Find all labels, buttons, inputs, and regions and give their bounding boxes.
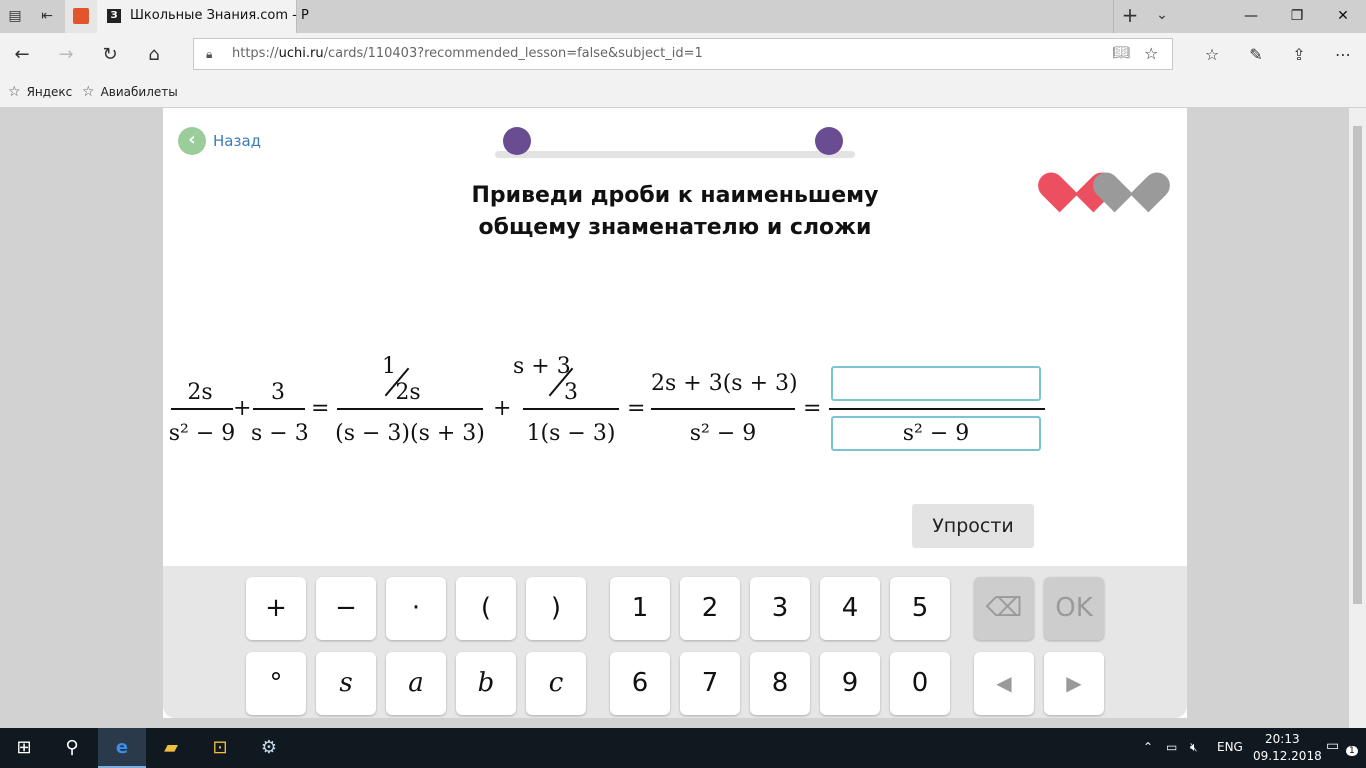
key-8[interactable]: 8	[750, 652, 810, 715]
favorites-bar	[0, 77, 1366, 108]
math-keyboard	[163, 566, 1187, 718]
clock-date[interactable]: 09.12.2018	[1253, 749, 1322, 763]
plus-sign: +	[233, 396, 252, 421]
answer-denominator-input[interactable]	[831, 416, 1041, 451]
steam-icon[interactable]: ⚙	[260, 737, 278, 758]
key-open-paren[interactable]: (	[456, 577, 516, 640]
more-menu-icon[interactable]: ⋯	[1335, 45, 1351, 64]
simplify-button[interactable]: Упрости	[912, 504, 1034, 548]
active-tab[interactable]	[97, 0, 309, 33]
minimize-icon[interactable]: —	[1244, 8, 1258, 24]
title-line-1: Приведи дроби к наименьшему	[471, 183, 879, 208]
progress-step-2	[815, 127, 843, 155]
favorites-hub-icon[interactable]: ☆	[1204, 45, 1220, 64]
fraction-1-numerator: 2s	[187, 380, 213, 405]
cursor-left-icon[interactable]: ◀	[974, 652, 1034, 715]
forward-arrow-icon[interactable]: →	[58, 44, 74, 65]
store-icon[interactable]: ⊡	[212, 737, 228, 758]
answer-numerator-input[interactable]	[831, 366, 1041, 401]
new-tab-icon[interactable]: +	[1121, 3, 1139, 27]
address-bar[interactable]	[193, 38, 1173, 70]
key-plus[interactable]: +	[246, 577, 306, 640]
windows-taskbar	[0, 728, 1366, 768]
key-degree[interactable]: °	[246, 652, 306, 715]
equals-sign: =	[627, 396, 646, 421]
reading-view-icon[interactable]: 📖︎	[1112, 45, 1130, 61]
fraction-bar	[337, 408, 483, 410]
plus-sign: +	[493, 396, 512, 421]
fraction-2-denominator: s − 3	[251, 421, 309, 446]
windows-start-icon[interactable]: ⊞	[16, 737, 32, 758]
scrollbar-thumb[interactable]	[1353, 126, 1362, 604]
key-close-paren[interactable]: )	[526, 577, 586, 640]
key-a[interactable]: a	[386, 652, 446, 715]
url-text: https://uchi.ru/cards/110403?recommended_lesson=false&subject_id=1	[232, 46, 703, 61]
close-icon[interactable]: ✕	[1337, 8, 1349, 24]
key-4[interactable]: 4	[820, 577, 880, 640]
equals-sign: =	[311, 396, 330, 421]
search-icon[interactable]: ⚲	[65, 737, 79, 758]
browser-tab-bar	[0, 0, 1366, 33]
favorite-star-icon[interactable]: ☆	[1144, 44, 1159, 63]
tab-title: Школьные Знания.com - Р	[130, 8, 309, 23]
task-title	[375, 180, 975, 244]
fraction-bar	[651, 408, 795, 410]
key-0[interactable]: 0	[890, 652, 950, 715]
file-explorer-icon[interactable]: ▰	[164, 737, 178, 758]
key-multiply[interactable]: ·	[386, 577, 446, 640]
fraction-3-factor: 1	[382, 354, 396, 379]
life-heart-lost-icon	[1110, 168, 1156, 210]
fraction-bar	[253, 408, 305, 410]
key-minus[interactable]: −	[316, 577, 376, 640]
key-9[interactable]: 9	[820, 652, 880, 715]
language-indicator[interactable]: ENG	[1217, 740, 1243, 754]
edge-browser-icon[interactable]: e	[98, 728, 146, 768]
refresh-icon[interactable]: ↻	[102, 44, 118, 65]
key-3[interactable]: 3	[750, 577, 810, 640]
fraction-5-denominator: s² − 9	[689, 421, 757, 446]
title-line-2: общему знаменателю и сложи	[478, 215, 872, 240]
fraction-5-numerator: 2s + 3(s + 3)	[651, 371, 798, 396]
key-2[interactable]: 2	[680, 577, 740, 640]
znanija-favicon-icon: З	[107, 9, 121, 23]
notification-count-badge: 1	[1346, 746, 1358, 756]
tabs-aside-icon[interactable]: ▤	[8, 8, 22, 24]
home-icon[interactable]: ⌂	[148, 44, 160, 65]
progress-step-1	[503, 127, 531, 155]
cursor-right-icon[interactable]: ▶	[1044, 652, 1104, 715]
equals-sign: =	[803, 396, 822, 421]
fraction-bar	[523, 408, 619, 410]
fraction-3-numerator: 2s	[395, 380, 421, 405]
key-s[interactable]: s	[316, 652, 376, 715]
page-viewport	[0, 108, 1349, 728]
share-icon[interactable]: ⇪	[1292, 45, 1306, 64]
fraction-2-numerator: 3	[271, 380, 285, 405]
key-5[interactable]: 5	[890, 577, 950, 640]
network-icon[interactable]: ▭	[1166, 740, 1178, 754]
site-favicon-icon	[73, 8, 89, 24]
tab-separator	[1113, 0, 1114, 33]
tab-list-chevron-icon[interactable]: ⌄	[1156, 7, 1168, 23]
tray-chevron-icon[interactable]: ⌃	[1143, 740, 1154, 754]
fraction-4-numerator: 3	[564, 380, 578, 405]
key-1[interactable]: 1	[610, 577, 670, 640]
back-arrow-icon[interactable]: ←	[14, 44, 30, 65]
volume-muted-icon[interactable]: 🔇︎	[1190, 740, 1198, 754]
fraction-bar	[829, 408, 1045, 410]
backspace-key-icon[interactable]: ⌫	[974, 577, 1034, 640]
fraction-bar	[171, 408, 233, 410]
lock-icon: 🔒︎	[206, 47, 213, 61]
fraction-3-denominator: (s − 3)(s + 3)	[335, 421, 485, 446]
favorite-item-yandex[interactable]: ☆ Яндекс	[8, 84, 73, 100]
clock-time[interactable]: 20:13	[1265, 732, 1300, 746]
key-b[interactable]: b	[456, 652, 516, 715]
fraction-1-denominator: s² − 9	[168, 421, 236, 446]
key-6[interactable]: 6	[610, 652, 670, 715]
vertical-scrollbar[interactable]	[1349, 108, 1366, 728]
fraction-4-factor: s + 3	[513, 354, 571, 379]
star-icon: ☆	[82, 84, 95, 100]
restore-icon[interactable]: ❐	[1290, 8, 1304, 24]
fraction-4-denominator: 1(s − 3)	[526, 421, 616, 446]
answer-denominator-value: s² − 9	[902, 421, 970, 446]
back-link[interactable]: Назад	[213, 132, 262, 150]
favorite-item-aviatickets[interactable]: ☆ Авиабилеты	[82, 84, 178, 100]
pen-icon[interactable]: ✎	[1249, 45, 1263, 64]
key-c[interactable]: c	[526, 652, 586, 715]
star-icon: ☆	[8, 84, 21, 100]
set-aside-tabs-icon[interactable]: ⇤	[41, 8, 53, 24]
ok-button[interactable]: OK	[1044, 577, 1104, 640]
key-7[interactable]: 7	[680, 652, 740, 715]
notification-center-icon[interactable]: ▭	[1326, 738, 1340, 754]
progress-track	[495, 151, 855, 158]
back-chevron-icon[interactable]: ‹	[178, 127, 206, 155]
pinned-tab[interactable]	[65, 0, 97, 33]
